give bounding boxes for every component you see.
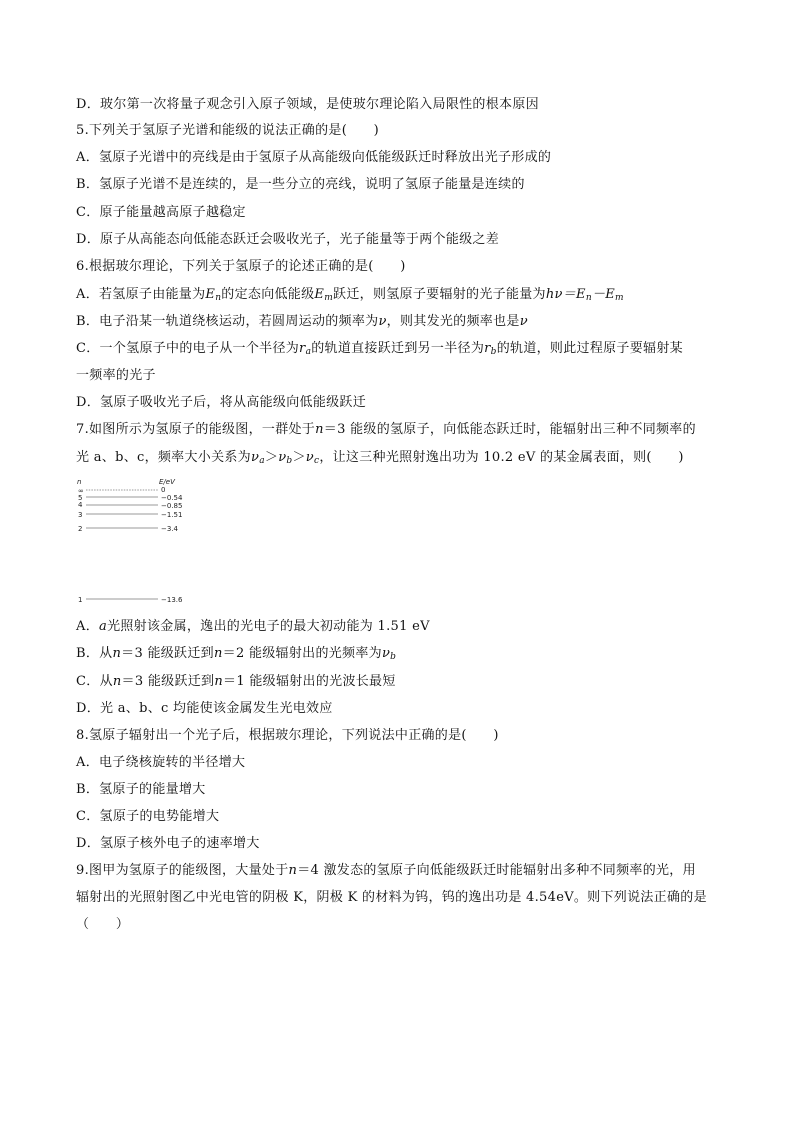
q5-option-b: B．氢原子光谱不是连续的，是一些分立的亮线，说明了氢原子能量是连续的: [76, 177, 525, 192]
q5-option-c: C．原子能量越高原子越稳定: [76, 205, 246, 220]
q6-option-d: D．氢原子吸收光子后，将从高能级向低能级跃迁: [76, 395, 367, 410]
q8-option-d: D．氢原子核外电子的速率增大: [76, 836, 260, 851]
level-n-3: 3: [78, 511, 83, 519]
level-n-2: 2: [78, 525, 83, 533]
level-n-1: 1: [78, 596, 83, 604]
q7-option-d: D．光 a、b、c 均能使该金属发生光电效应: [76, 701, 333, 716]
q6-option-b: B．电子沿某一轨道绕核运动，若圆周运动的频率为ν，则其发光的频率也是ν: [76, 314, 528, 329]
q7-option-c: C．从n＝3 能级跃迁到n＝1 能级辐射出的光波长最短: [76, 674, 396, 689]
level-e-4: −0.85: [161, 502, 183, 510]
q9-stem-line1: 9.图甲为氢原子的能级图，大量处于n＝4 激发态的氢原子向低能级跃迁时能辐射出多种不同频率的光，用: [76, 863, 696, 878]
level-n-4: 4: [78, 501, 83, 509]
level-e-inf: 0: [161, 486, 166, 494]
q8-option-c: C．氢原子的电势能增大: [76, 809, 220, 824]
diagram-n-label: n: [77, 478, 82, 486]
q5-stem: 5.下列关于氢原子光谱和能级的说法正确的是( ): [76, 123, 380, 138]
level-e-5: −0.54: [161, 494, 183, 502]
q7-option-a: A．a光照射该金属，逸出的光电子的最大初动能为 1.51 eV: [76, 619, 430, 634]
q9-stem-line3: （ ）: [76, 917, 130, 932]
q4-option-d: D．玻尔第一次将量子观念引入原子领域，是使玻尔理论陷入局限性的根本原因: [76, 97, 539, 112]
level-e-1: −13.6: [161, 596, 183, 604]
level-n-5: 5: [78, 494, 83, 502]
q7-option-b: B．从n＝3 能级跃迁到n＝2 能级辐射出的光频率为$\nu_b$: [76, 646, 397, 662]
q8-option-b: B．氢原子的能量增大: [76, 782, 206, 797]
q6-option-a: A．若氢原子由能量为$E_n$的定态向低能级$E_m$跃迁，则氢原子要辐射的光子能量为$h\nu=E_n-E_m$: [76, 287, 624, 303]
q7-stem-line2: 光 a、b、c，频率大小关系为$\nu_a>\nu_b>\nu_c$，让这三种光照射逸出功为 10.2 eV 的某金属表面，则( ): [76, 450, 684, 466]
q5-option-d: D．原子从高能态向低能态跃迁会吸收光子，光子能量等于两个能级之差: [76, 232, 500, 247]
energy-level-diagram: [70, 476, 210, 611]
q8-stem: 8.氢原子辐射出一个光子后，根据玻尔理论，下列说法中正确的是( ): [76, 728, 499, 743]
q8-option-a: A．电子绕核旋转的半径增大: [76, 755, 246, 770]
q6-option-c: C．一个氢原子中的电子从一个半径为$r_a$的轨道直接跃迁到另一半径为$r_b$的轨道，则此过程原子要辐射某: [76, 341, 683, 357]
q6-option-c-continued: 一频率的光子: [76, 368, 156, 383]
q9-stem-line2: 辐射出的光照射图乙中光电管的阴极 K，阴极 K 的材料为钨，钨的逸出功是 4.54eV。则下列说法正确的是: [76, 890, 707, 905]
q6-stem: 6.根据玻尔理论，下列关于氢原子的论述正确的是( ): [76, 259, 406, 274]
level-n-inf: ∞: [78, 487, 84, 495]
level-e-3: −1.51: [161, 511, 183, 519]
q7-stem-line1: 7.如图所示为氢原子的能级图，一群处于n＝3 能级的氢原子，向低能态跃迁时，能辐射出三种不同频率的: [76, 422, 696, 437]
q5-option-a: A．氢原子光谱中的亮线是由于氢原子从高能级向低能级跃迁时释放出光子形成的: [76, 150, 552, 165]
level-e-2: −3.4: [161, 525, 178, 533]
diagram-energy-unit: E/eV: [159, 478, 175, 486]
